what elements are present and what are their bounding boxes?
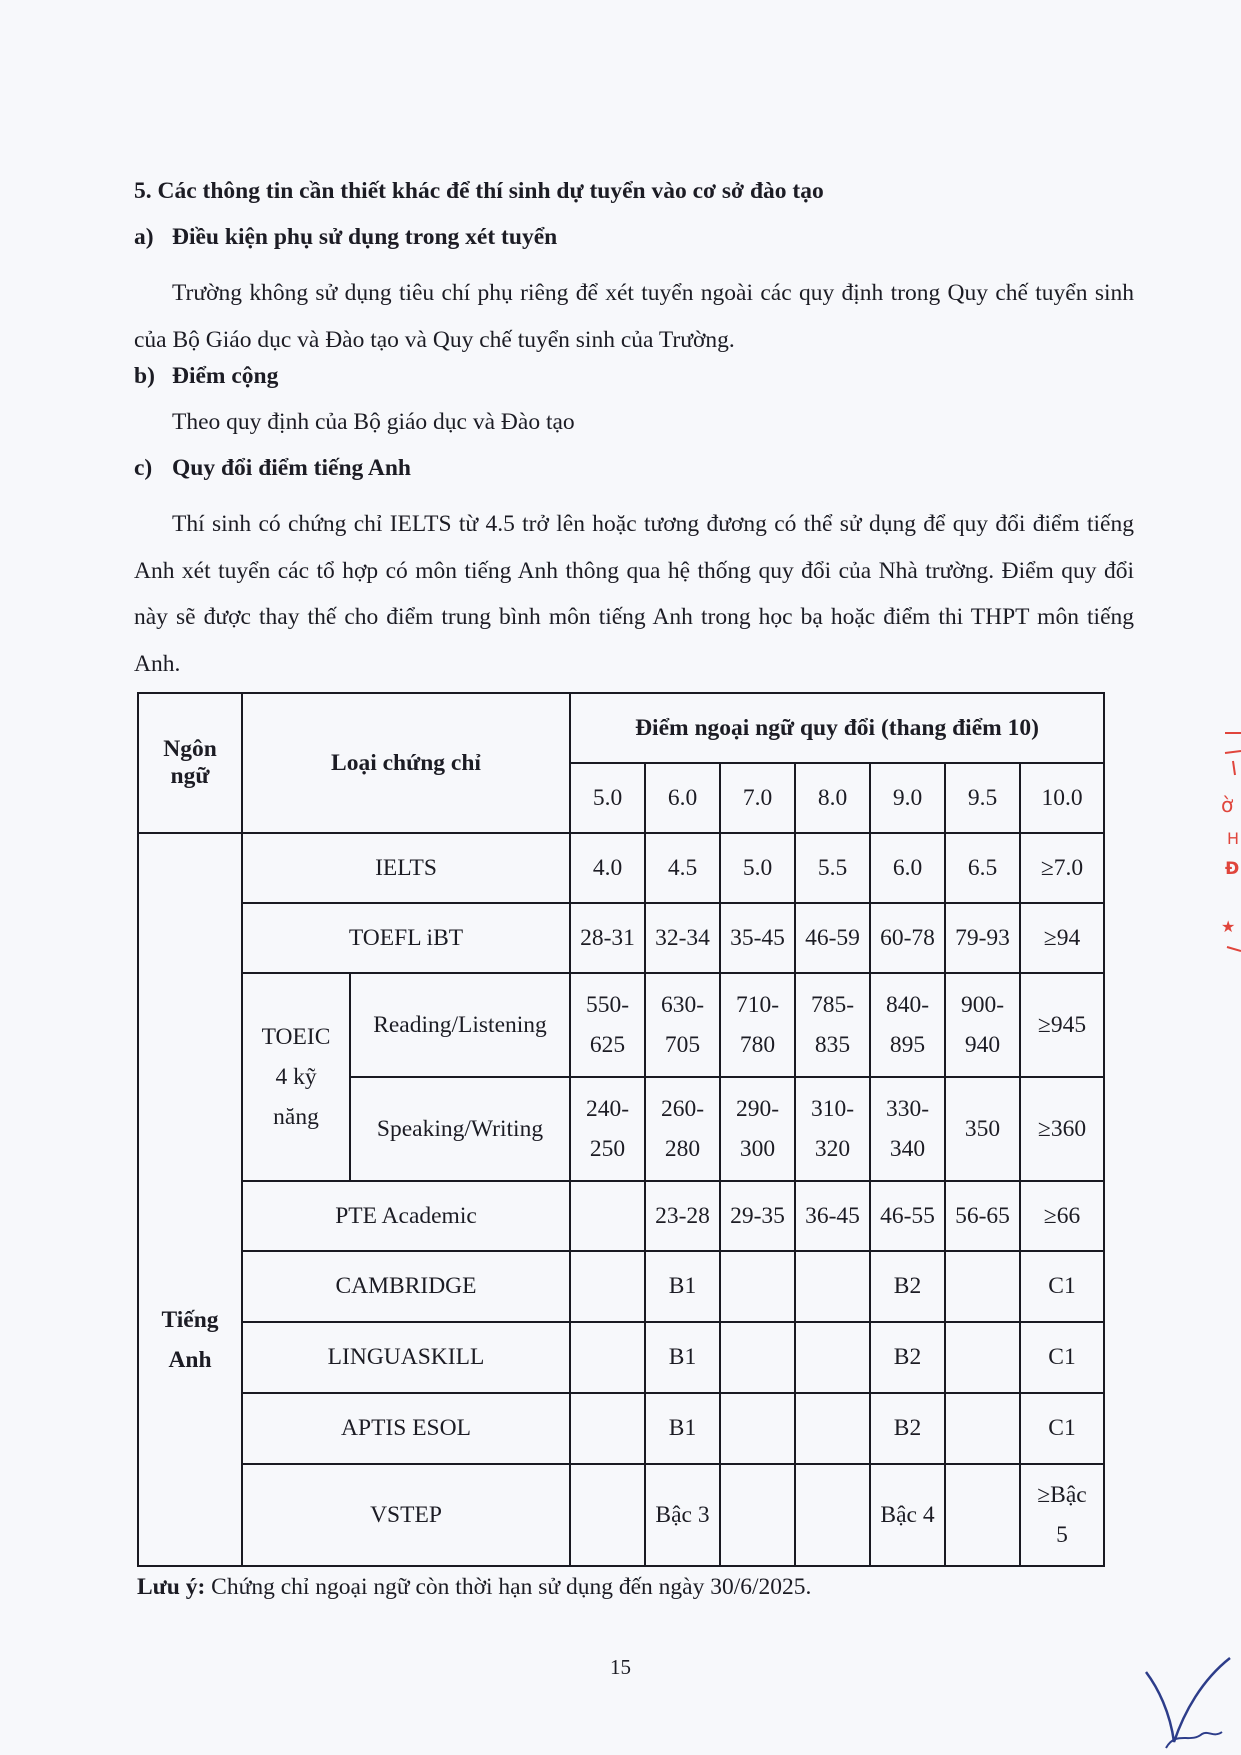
table-row bbox=[138, 833, 1104, 903]
score-cell: 4.5 bbox=[645, 833, 720, 903]
score-cell: ≥66 bbox=[1020, 1181, 1104, 1251]
score-cell: 5.0 bbox=[720, 833, 795, 903]
score-cell: 290-300 bbox=[720, 1077, 795, 1181]
score-cell bbox=[795, 1251, 870, 1322]
score-cell: C1 bbox=[1020, 1322, 1104, 1393]
score-cell: 32-34 bbox=[645, 903, 720, 973]
score-cell: 710-780 bbox=[720, 973, 795, 1077]
signature-mark bbox=[1140, 1650, 1240, 1755]
score-cell: ≥Bậc 5 bbox=[1020, 1464, 1104, 1566]
score-cell: 46-59 bbox=[795, 903, 870, 973]
certificate-name: TOEFL iBT bbox=[242, 903, 570, 973]
score-cell: 36-45 bbox=[795, 1181, 870, 1251]
language-cell: Tiếng Anh bbox=[138, 833, 242, 1566]
score-cell bbox=[570, 1393, 645, 1464]
subsection-a-label: a) bbox=[134, 224, 154, 250]
header-certificate: Loại chứng chỉ bbox=[242, 693, 570, 833]
score-level: 5.0 bbox=[570, 763, 645, 833]
subsection-a-heading: Điều kiện phụ sử dụng trong xét tuyển bbox=[172, 224, 558, 250]
score-cell bbox=[795, 1464, 870, 1566]
score-cell: 900-940 bbox=[945, 973, 1020, 1077]
certificate-name: LINGUASKILL bbox=[242, 1322, 570, 1393]
score-cell: ≥360 bbox=[1020, 1077, 1104, 1181]
score-cell: 4.0 bbox=[570, 833, 645, 903]
score-cell: 56-65 bbox=[945, 1181, 1020, 1251]
score-cell bbox=[570, 1322, 645, 1393]
stamp-char: Đ bbox=[1225, 859, 1240, 879]
subsection-b-text: Theo quy định của Bộ giáo dục và Đào tạo bbox=[172, 409, 575, 435]
subsection-c-text: Thí sinh có chứng chỉ IELTS từ 4.5 trở lên hoặc tương đương có thể sử dụng để quy đổi điểm tiếng Anh xét tuyển các tổ hợp có môn tiếng Anh thông qua hệ thống quy đổi của Nhà trường. Điểm quy đổi này sẽ được thay thế cho điểm trung bình môn tiếng Anh trong học bạ hoặc điểm thi THPT môn tiếng Anh. bbox=[134, 511, 1134, 677]
subsection-c-heading: Quy đổi điểm tiếng Anh bbox=[172, 455, 411, 481]
stamp-char: ★ bbox=[1221, 917, 1236, 936]
score-level: 6.0 bbox=[645, 763, 720, 833]
table-row bbox=[138, 973, 1104, 1077]
certificate-name: Reading/Listening bbox=[350, 973, 570, 1077]
subsection-a-text: Trường không sử dụng tiêu chí phụ riêng để xét tuyển ngoài các quy định trong Quy chế tuyển sinh của Bộ Giáo dục và Đào tạo và Quy chế tuyển sinh của Trường. bbox=[134, 280, 1134, 353]
score-level: 10.0 bbox=[1020, 763, 1104, 833]
header-score: Điểm ngoại ngữ quy đổi (thang điểm 10) bbox=[570, 693, 1104, 763]
score-cell: 240-250 bbox=[570, 1077, 645, 1181]
score-cell: B1 bbox=[645, 1322, 720, 1393]
subsection-b-title bbox=[134, 363, 1134, 409]
certificate-name: IELTS bbox=[242, 833, 570, 903]
certificate-name: PTE Academic bbox=[242, 1181, 570, 1251]
score-cell bbox=[945, 1393, 1020, 1464]
table-row bbox=[138, 903, 1104, 973]
score-cell bbox=[570, 1181, 645, 1251]
stamp-char: H bbox=[1227, 829, 1240, 848]
score-cell bbox=[720, 1464, 795, 1566]
section-heading: 5. Các thông tin cần thiết khác để thí sinh dự tuyển vào cơ sở đào tạo bbox=[134, 178, 824, 204]
subsection-b-heading: Điểm cộng bbox=[172, 363, 279, 389]
score-cell: B2 bbox=[870, 1251, 945, 1322]
page-content bbox=[134, 178, 1134, 687]
subsection-c-title bbox=[134, 455, 1134, 501]
score-cell: 46-55 bbox=[870, 1181, 945, 1251]
stamp-char: ờ bbox=[1221, 793, 1234, 817]
score-cell: 60-78 bbox=[870, 903, 945, 973]
score-cell: 350 bbox=[945, 1077, 1020, 1181]
score-cell: 23-28 bbox=[645, 1181, 720, 1251]
certificate-name: APTIS ESOL bbox=[242, 1393, 570, 1464]
header-language: Ngôn ngữ bbox=[138, 693, 242, 833]
score-cell: 785-835 bbox=[795, 973, 870, 1077]
score-cell bbox=[945, 1322, 1020, 1393]
score-level: 9.5 bbox=[945, 763, 1020, 833]
score-level: 8.0 bbox=[795, 763, 870, 833]
score-cell bbox=[720, 1251, 795, 1322]
table-row bbox=[138, 1393, 1104, 1464]
score-cell: B2 bbox=[870, 1393, 945, 1464]
score-cell bbox=[795, 1322, 870, 1393]
score-cell bbox=[945, 1464, 1020, 1566]
score-cell: 29-35 bbox=[720, 1181, 795, 1251]
score-cell bbox=[720, 1322, 795, 1393]
score-cell: 630-705 bbox=[645, 973, 720, 1077]
certificate-name: Speaking/Writing bbox=[350, 1077, 570, 1181]
score-cell: ≥7.0 bbox=[1020, 833, 1104, 903]
red-stamp-fragment bbox=[1211, 725, 1241, 955]
toeic-group-cell: TOEIC 4 kỹ năng bbox=[242, 973, 350, 1181]
score-cell: 6.0 bbox=[870, 833, 945, 903]
english-conversion-table bbox=[137, 692, 1105, 1567]
footnote-text: Chứng chỉ ngoại ngữ còn thời hạn sử dụng đến ngày 30/6/2025. bbox=[205, 1574, 812, 1600]
score-cell: C1 bbox=[1020, 1393, 1104, 1464]
subsection-a-title bbox=[134, 224, 1134, 270]
score-level: 9.0 bbox=[870, 763, 945, 833]
score-cell: 260-280 bbox=[645, 1077, 720, 1181]
score-cell: Bậc 4 bbox=[870, 1464, 945, 1566]
score-cell bbox=[795, 1393, 870, 1464]
table-row bbox=[138, 1251, 1104, 1322]
certificate-name: VSTEP bbox=[242, 1464, 570, 1566]
score-cell bbox=[570, 1464, 645, 1566]
score-cell: 5.5 bbox=[795, 833, 870, 903]
score-cell: 840-895 bbox=[870, 973, 945, 1077]
score-cell: B2 bbox=[870, 1322, 945, 1393]
score-cell: 550-625 bbox=[570, 973, 645, 1077]
score-cell: 6.5 bbox=[945, 833, 1020, 903]
score-cell: B1 bbox=[645, 1393, 720, 1464]
score-cell: 79-93 bbox=[945, 903, 1020, 973]
score-level: 7.0 bbox=[720, 763, 795, 833]
score-cell: ≥945 bbox=[1020, 973, 1104, 1077]
subsection-b-label: b) bbox=[134, 363, 155, 389]
score-cell: 35-45 bbox=[720, 903, 795, 973]
score-cell: B1 bbox=[645, 1251, 720, 1322]
footnote-label: Lưu ý: bbox=[137, 1574, 206, 1600]
score-cell: Bậc 3 bbox=[645, 1464, 720, 1566]
table-row bbox=[138, 1464, 1104, 1566]
score-cell: C1 bbox=[1020, 1251, 1104, 1322]
certificate-name: CAMBRIDGE bbox=[242, 1251, 570, 1322]
score-cell: ≥94 bbox=[1020, 903, 1104, 973]
score-cell bbox=[945, 1251, 1020, 1322]
score-cell: 28-31 bbox=[570, 903, 645, 973]
subsection-c-label: c) bbox=[134, 455, 153, 481]
page-number: 15 bbox=[610, 1655, 631, 1679]
score-cell bbox=[720, 1393, 795, 1464]
score-cell bbox=[570, 1251, 645, 1322]
table-row bbox=[138, 1322, 1104, 1393]
score-cell: 310-320 bbox=[795, 1077, 870, 1181]
table-row bbox=[138, 1181, 1104, 1251]
footnote bbox=[137, 1574, 811, 1601]
score-cell: 330-340 bbox=[870, 1077, 945, 1181]
